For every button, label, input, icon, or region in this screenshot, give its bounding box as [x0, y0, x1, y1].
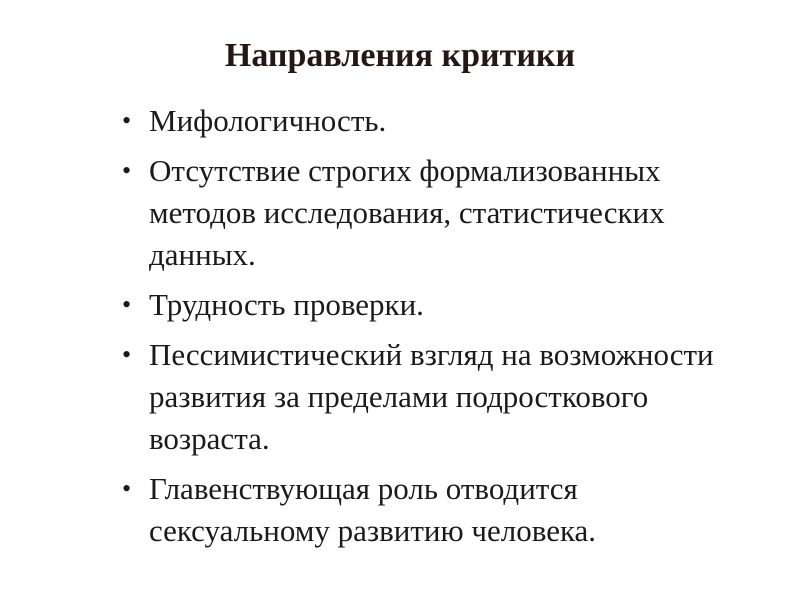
slide-title: Направления критики: [224, 37, 576, 74]
list-item-text: Пессимистический взгляд на возможности развития за пределами подросткового возраста.: [149, 337, 714, 456]
list-item: [122, 334, 762, 460]
bullet-icon: •: [122, 156, 132, 185]
list-item: [122, 100, 762, 142]
bullet-icon: •: [122, 474, 132, 503]
list-item: [122, 284, 762, 326]
list-item-text: Трудность проверки.: [149, 287, 424, 322]
list-item-text: Главенствующая роль отводится сексуальному развитию человека.: [149, 471, 597, 548]
list-item-text: Мифологичность.: [149, 103, 387, 138]
bullet-icon: •: [122, 340, 132, 369]
bullet-list: [122, 100, 762, 560]
list-item: [122, 150, 762, 276]
bullet-icon: •: [122, 106, 132, 135]
bullet-icon: •: [122, 290, 132, 319]
list-item-text: Отсутствие строгих формализованных методов исследования, статистических данных.: [149, 153, 665, 272]
list-item: [122, 468, 762, 552]
